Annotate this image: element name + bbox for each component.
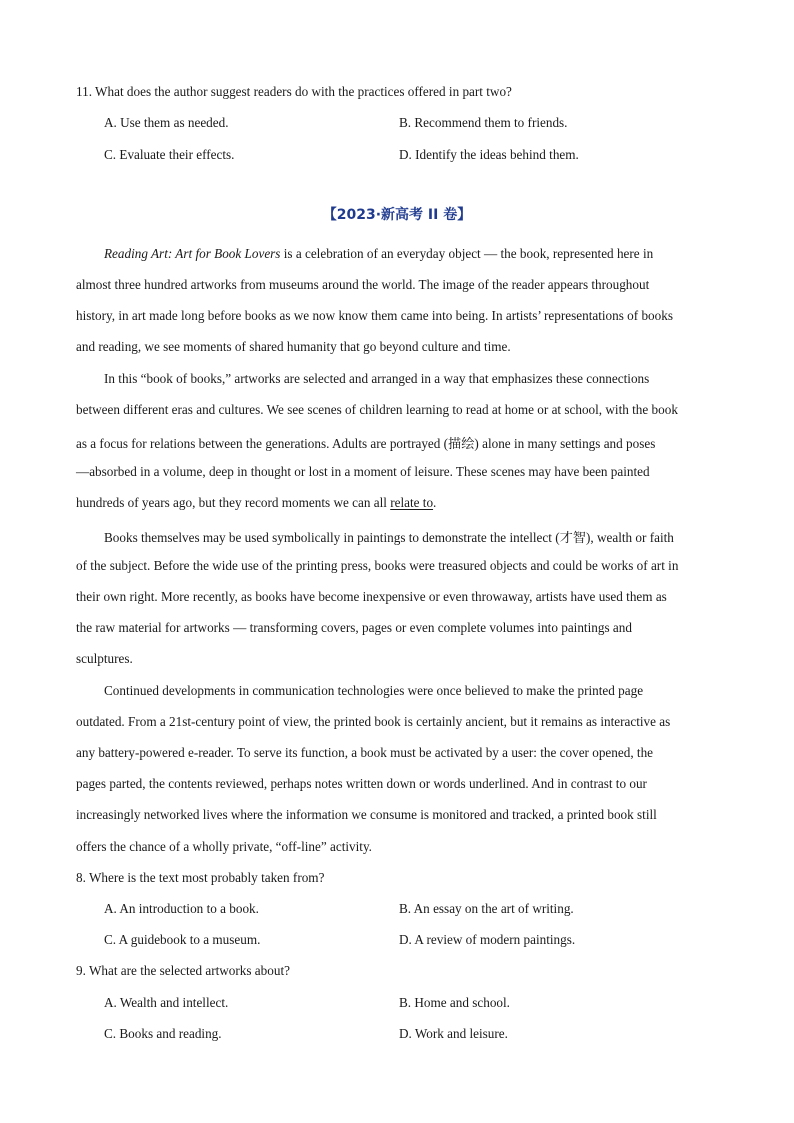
passage-p1-line-1-text: is a celebration of an everyday object — the book, represented here in xyxy=(280,246,654,261)
passage-p4-line-1: Continued developments in communication technologies were once believed to make the printed page xyxy=(104,683,644,698)
question-11-option-b: B. Recommend them to friends. xyxy=(399,115,568,130)
passage-p1-line-4: and reading, we see moments of shared humanity that go beyond culture and time. xyxy=(76,339,511,354)
question-8-option-d: D. A review of modern paintings. xyxy=(399,932,576,947)
passage-p3-line-4: the raw material for artworks — transforming covers, pages or even complete volumes into paintings and xyxy=(76,620,632,635)
passage-p4-line-4: pages parted, the contents reviewed, perhaps notes written down or words underlined. And in contrast to our xyxy=(76,776,647,791)
question-9-option-c: C. Books and reading. xyxy=(104,1026,222,1041)
underlined-phrase: relate to xyxy=(390,495,434,510)
passage-p2-line-4: —absorbed in a volume, deep in thought or lost in a moment of leisure. These scenes may have been painted xyxy=(76,464,650,479)
question-11-stem: 11. What does the author suggest readers do with the practices offered in part two? xyxy=(76,84,512,99)
passage-p4-line-6: offers the chance of a wholly private, “off-line” activity. xyxy=(76,839,372,854)
passage-p4-line-2: outdated. From a 21st-century point of view, the printed book is certainly ancient, but it remains as interactive as xyxy=(76,714,671,729)
passage-p2-line-5-text: hundreds of years ago, but they record moments we can all xyxy=(76,495,391,510)
book-title: Reading Art: Art for Book Lovers xyxy=(104,246,281,261)
passage-p2-line-3: as a focus for relations between the generations. Adults are portrayed (描绘) alone in many settings and poses xyxy=(76,436,656,451)
passage-p2-line-5-end: . xyxy=(433,495,437,510)
question-11-option-d: D. Identify the ideas behind them. xyxy=(399,147,579,162)
passage-p3-line-3: their own right. More recently, as books have become inexpensive or even throwaway, artists have used them as xyxy=(76,589,667,604)
passage-p4-line-3: any battery-powered e-reader. To serve its function, a book must be activated by a user: the cover opened, the xyxy=(76,745,654,760)
passage-p3-line-5: sculptures. xyxy=(76,651,133,666)
question-9-option-b: B. Home and school. xyxy=(399,995,510,1010)
question-9-option-d: D. Work and leisure. xyxy=(399,1026,508,1041)
passage-p3-line-2: of the subject. Before the wide use of the printing press, books were treasured objects and could be works of art in xyxy=(76,558,679,573)
question-8-option-c: C. A guidebook to a museum. xyxy=(104,932,261,947)
question-8-option-a: A. An introduction to a book. xyxy=(104,901,259,916)
section-heading: 【2023·新高考 II 卷】 xyxy=(322,207,472,223)
question-8-option-b: B. An essay on the art of writing. xyxy=(399,901,574,916)
passage-p1-line-1 xyxy=(104,246,653,262)
question-8-stem: 8. Where is the text most probably taken from? xyxy=(76,870,325,885)
passage-p4-line-5: increasingly networked lives where the information we consume is monitored and tracked, a printed book still xyxy=(76,807,657,822)
passage-p2-line-2: between different eras and cultures. We see scenes of children learning to read at home or at school, with the book xyxy=(76,402,678,417)
question-11-option-c: C. Evaluate their effects. xyxy=(104,147,235,162)
passage-p3-line-1: Books themselves may be used symbolically in paintings to demonstrate the intellect (才智), wealth or faith xyxy=(104,530,674,545)
question-9-stem: 9. What are the selected artworks about? xyxy=(76,963,290,978)
passage-p2-line-1: In this “book of books,” artworks are selected and arranged in a way that emphasizes these connections xyxy=(104,371,650,386)
passage-p1-line-3: history, in art made long before books as we now know them came into being. In artists’ representations of books xyxy=(76,308,673,323)
passage-p1-line-2: almost three hundred artworks from museums around the world. The image of the reader appears throughout xyxy=(76,277,650,292)
passage-p2-line-5 xyxy=(76,495,436,511)
question-9-option-a: A. Wealth and intellect. xyxy=(104,995,229,1010)
question-11-option-a: A. Use them as needed. xyxy=(104,115,229,130)
